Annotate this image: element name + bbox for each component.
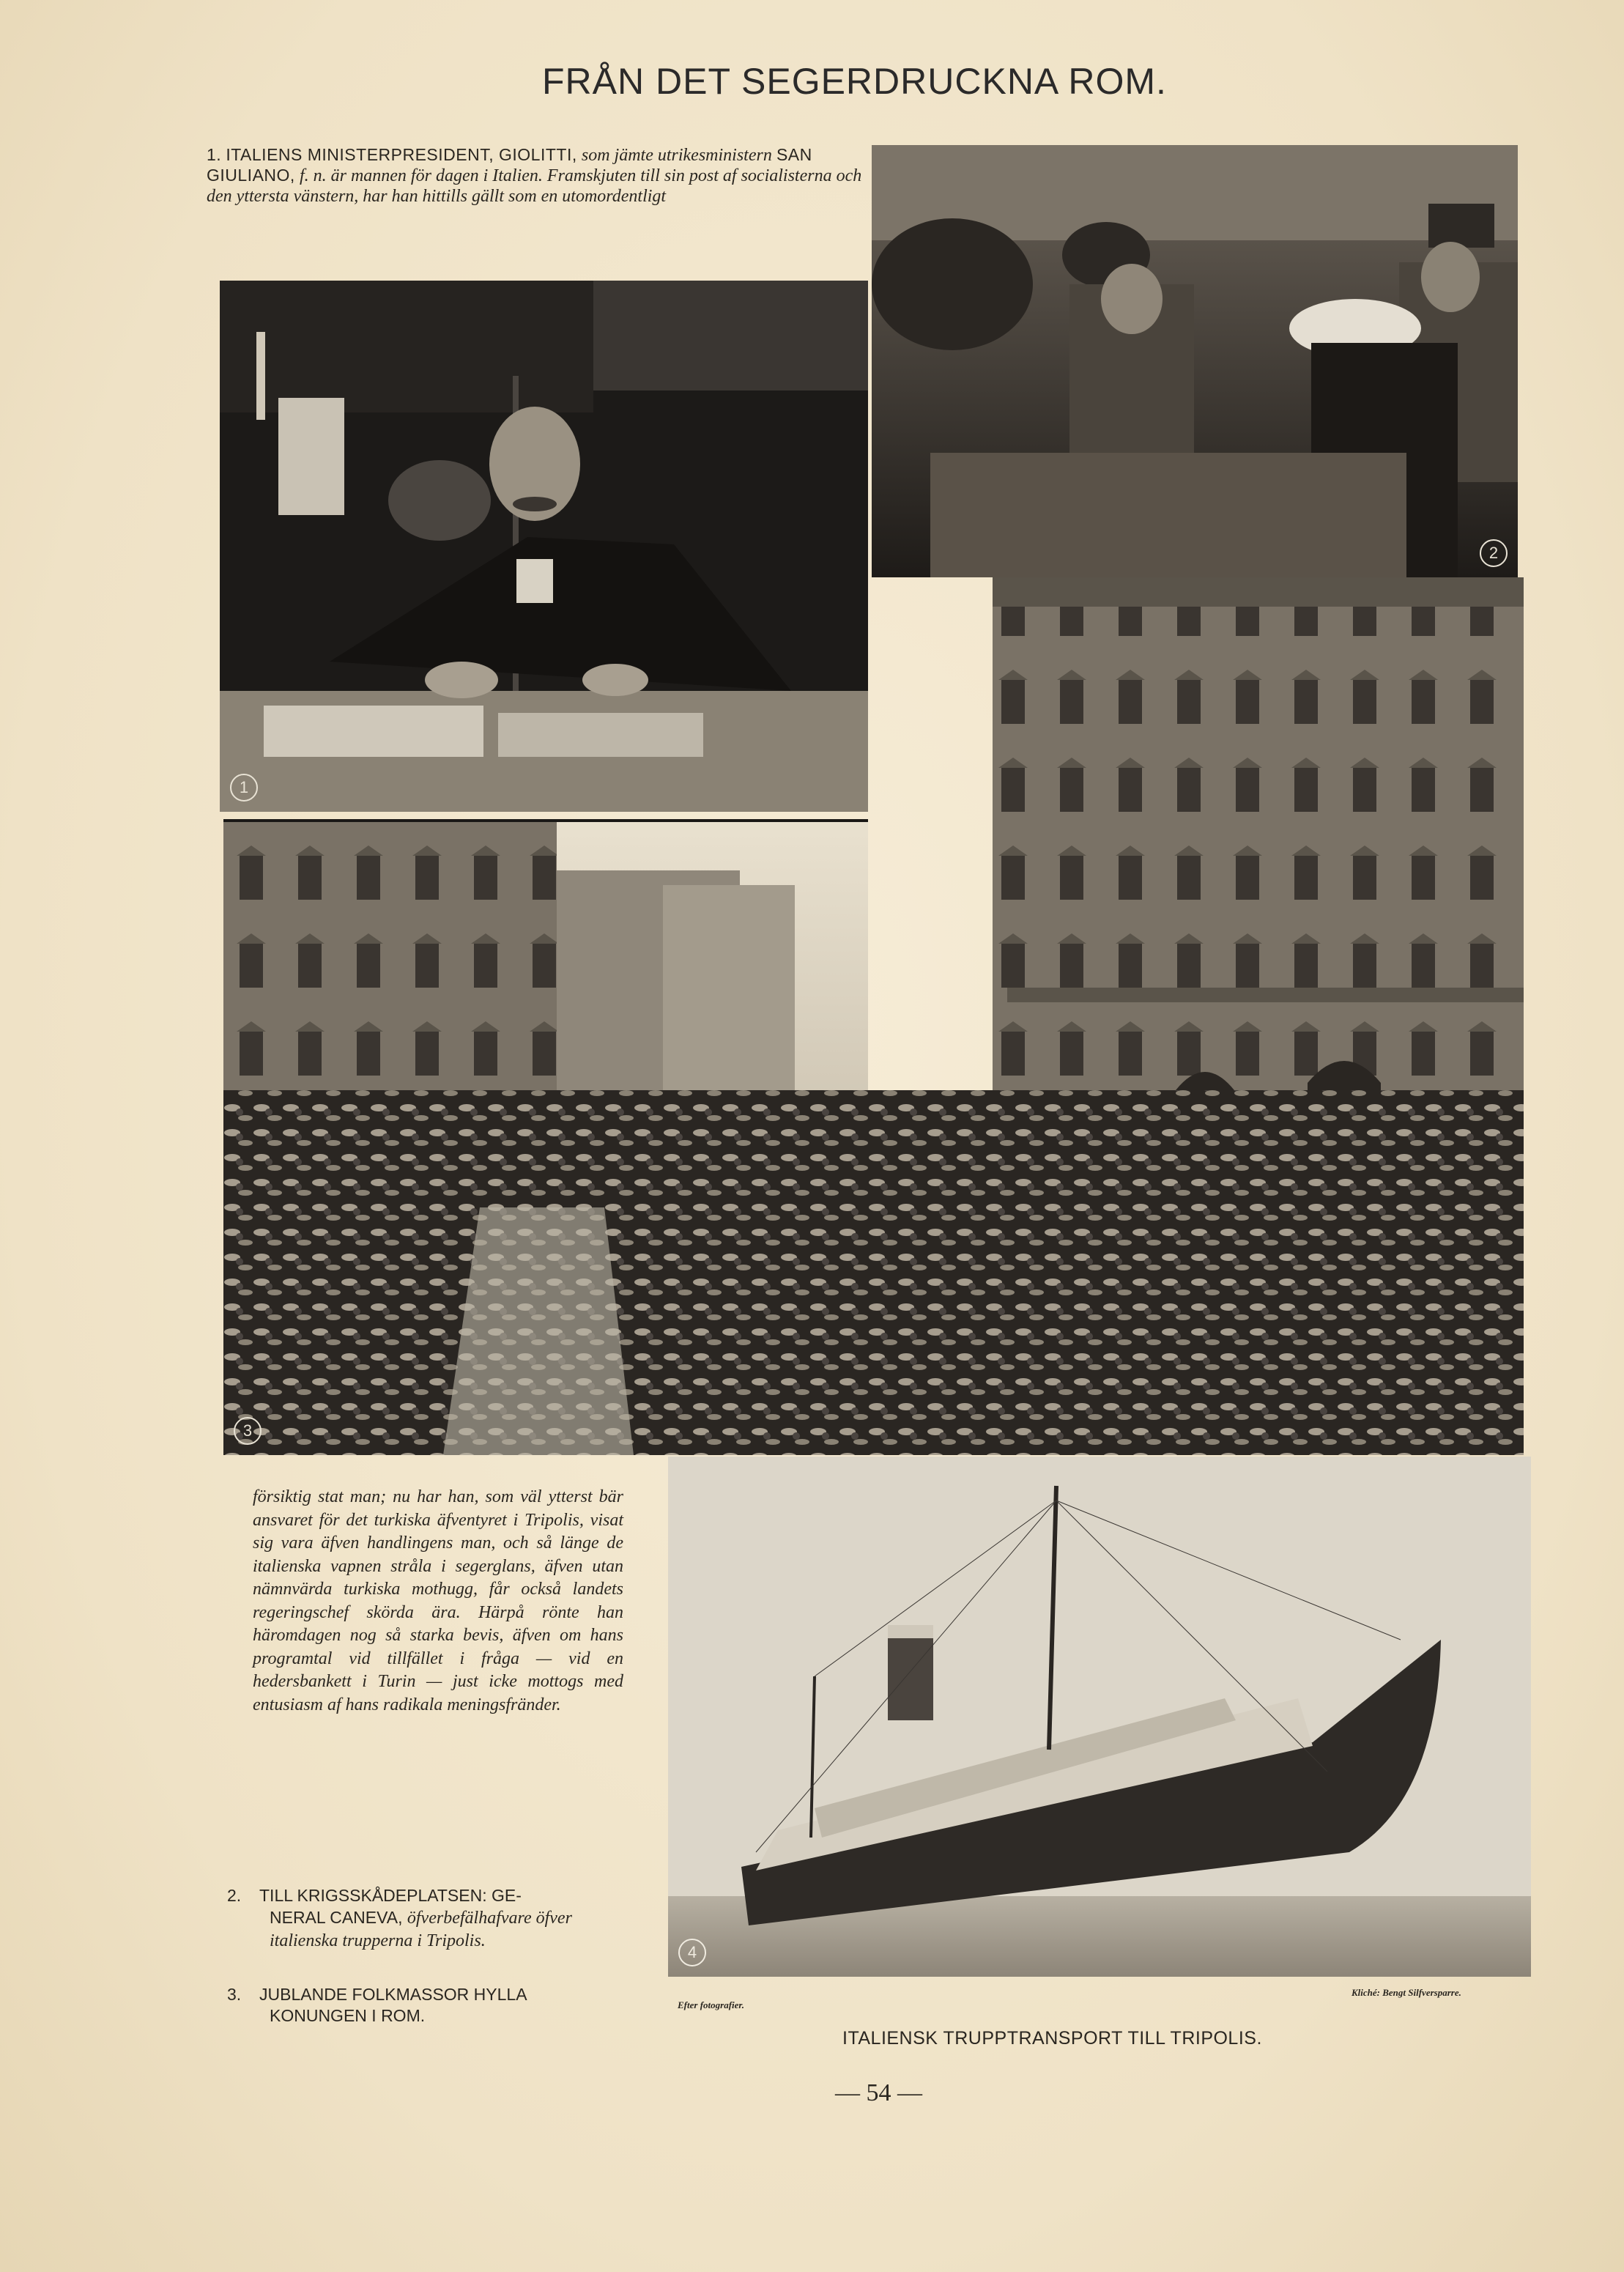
photo-number-2: 2 (1480, 539, 1508, 567)
caption-1-number: 1. (207, 145, 222, 164)
cliche-credit: Kliché: Bengt Silfversparre. (1352, 1987, 1461, 1998)
caption-2-italic: öfverbefälhafvare öfver italienska trupperna i Tripolis. (270, 1909, 572, 1950)
caption-3-line1: JUBLANDE FOLKMASSOR HYLLA (259, 1985, 527, 2004)
caption-1-name: ITALIENS MINISTERPRESIDENT, GIOLITTI, (226, 145, 577, 164)
article-continued-text: försiktig stat man; nu har han, som väl ytterst bär ansvaret för det turkiska äfventyret i Tripolis, visat sig vara äfven handlingens man, och så länge de italienska vapnen stråla i segerglans, äfven utan nämnvärda turkiska mothugg, får också landets regeringschef skörda ära. Härpå rönte han häromdagen nog så starka bevis, äfven om hans programtal vid tillfället i fråga — vid en hedersbankett i Turin — just icke mottogs med entusiasm af hans radikala meningsfränder. (253, 1487, 623, 1714)
caption-2-number: 2. (227, 1886, 242, 1905)
caption-3-number: 3. (227, 1985, 242, 2004)
photo-number-4: 4 (678, 1939, 706, 1966)
page-title: FRÅN DET SEGERDRUCKNA ROM. (542, 61, 1167, 102)
caption-1-text-b: f. n. är mannen för dagen i Italien. Framskjuten till sin post af socialisterna och den yttersta vänstern, har han hittills gällt som en utomordentligt (207, 166, 862, 206)
photo-ship-image (668, 1457, 1531, 1977)
photo-ship (668, 1457, 1531, 1977)
photo-crowd (223, 577, 1524, 1455)
caption-3-line2: KONUNGEN I ROM. (270, 2006, 426, 2025)
caption-2 (227, 1884, 626, 1952)
ship-caption: ITALIENSK TRUPPTRANSPORT TILL TRIPOLIS. (842, 2028, 1262, 2049)
caption-1 (207, 145, 873, 207)
caption-2-line1: TILL KRIGSSKÅDEPLATSEN: GE- (259, 1886, 522, 1905)
photo-number-1: 1 (230, 774, 258, 802)
page-number: — 54 — (835, 2079, 922, 2106)
caption-1-text-a: som jämte utrikesministern (581, 146, 772, 165)
photo-credit: Efter fotografier. (678, 1999, 744, 2010)
photo-crowd-image (223, 577, 1524, 1455)
photo-generals-image (872, 145, 1518, 577)
caption-2-line2: NERAL CANEVA, (270, 1908, 403, 1927)
caption-3 (227, 1984, 626, 2027)
caption-1-name2: SAN GIULIANO, (207, 145, 812, 185)
photo-number-3: 3 (234, 1417, 262, 1445)
photo-generals (872, 145, 1518, 577)
